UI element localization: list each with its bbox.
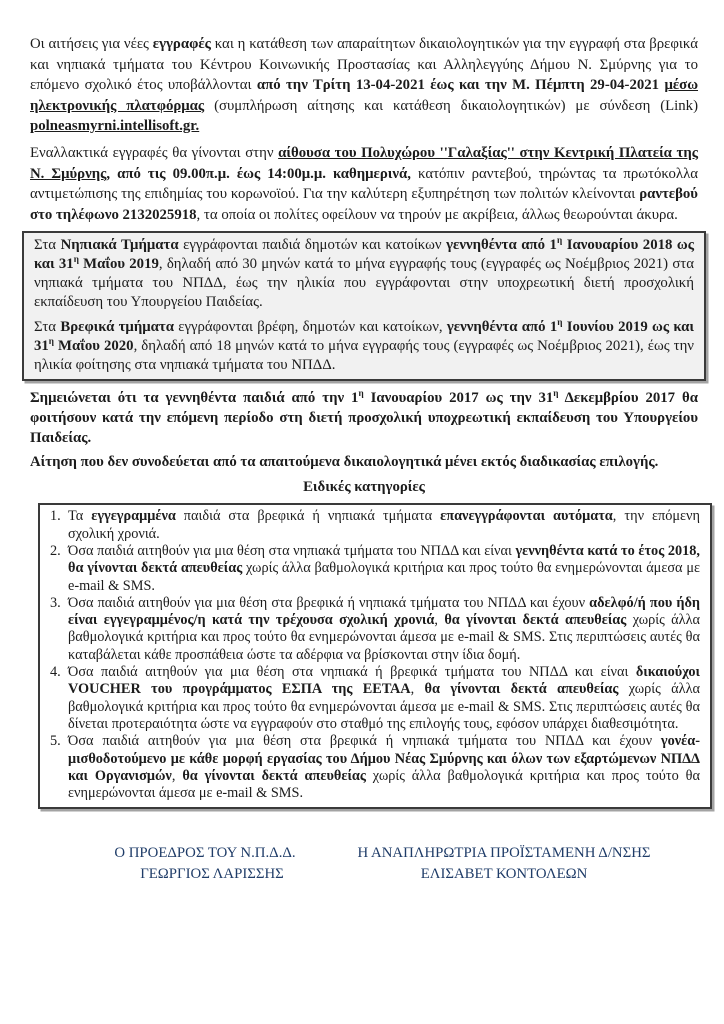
- text-run: Στα: [34, 319, 61, 336]
- text-run: Ιανουαρίου 2017 ως την 31: [363, 390, 554, 407]
- text-run: Όσα παιδιά αιτηθούν για μια θέση στα νηπιακά τμήματα του ΝΠΔΔ και είναι: [68, 542, 516, 559]
- text-run: θα γίνονται δεκτά απευθείας: [424, 681, 619, 698]
- text-run: χωρίς άλλα βαθμολογικά κριτήρια και προς τούτο θα ενημερώνονται άμεσα με e-mail & SMS. Στις περιπτώσεις αυτές θα καταβάλεται κάθε προσπάθεια ώστε τα αδέρφια να βρίσκονται στην ίδια δομή.: [68, 612, 701, 663]
- text-run: ,: [410, 681, 425, 698]
- list-item: [46, 508, 700, 543]
- paragraph-vrefika-tmimata: [34, 318, 694, 375]
- text-run: Δεκεμβρίου 2017 θα φοιτήσουν κατά την επόμενη περίοδο στη διετή προσχολική υποχρεωτική εκπαίδευση του Υπουργείου Παιδείας.: [30, 390, 698, 447]
- paragraph-note-incomplete-application: [30, 452, 698, 472]
- text-run: η: [73, 254, 79, 265]
- eligibility-box: [22, 231, 706, 381]
- list-item-number: 5.: [50, 733, 61, 750]
- text-run: ραντεβού στο τηλέφωνο 2132025918: [30, 186, 698, 223]
- text-run: κατόπιν ραντεβού, τηρώντας τα πρωτόκολλα αντιμετώπισης της επιδημίας του κορωνοϊού. Για την καλύτερη εξυπηρέτηση των πολιτών κλείνονται: [30, 165, 698, 203]
- text-run: θα γίνονται δεκτά απευθείας: [444, 612, 627, 629]
- text-run: η: [557, 317, 563, 328]
- text-run: ,: [434, 612, 445, 629]
- text-run: Τα: [68, 508, 92, 525]
- text-run: , δηλαδή από 18 μηνών κατά το μήνα εγγραφής τους (εγγραφές ως Νοέμβριος 2021), έως την ηλικία φοίτησης στα νηπιακά τμήματα του ΝΠΔΔ.: [34, 338, 694, 374]
- text-run: χωρίς άλλα βαθμολογικά κριτήρια και προς τούτο θα ενημερώνονται άμεσα με e-mail & SMS.: [68, 560, 700, 594]
- text-run: η: [358, 388, 364, 399]
- paragraph-alternative-registration: [30, 143, 698, 225]
- text-run: γονέα-μισθοδοτούμενο με κάθε μορφή εργασίας του Δήμου Νέας Σμύρνης και όλων των εξαρτώμενων ΝΠΔΔ και Οργανισμών: [68, 733, 700, 784]
- list-item-number: 4.: [50, 664, 61, 681]
- text-run: δικαιούχοι VOUCHER του προγράμματος ΕΣΠΑ της ΕΕΤΑΑ: [68, 664, 700, 698]
- text-run: Βρεφικά τμήματα: [60, 319, 174, 336]
- text-run: , τα οποία οι πολίτες οφείλουν να τηρούν με ακρίβεια, άλλως θεωρούνται άκυρα.: [196, 206, 678, 223]
- list-item: [46, 595, 700, 664]
- text-run: , δηλαδή από 30 μηνών κατά το μήνα εγγραφής τους (εγγραφές ως Νοέμβριος 2021) στα νηπιακά τμήματα του ΝΠΔΔ, έως την ηλικία που εγγράφονται στην υποχρεωτική διετή προσχολική εκπαίδευση του Υπουργείου Παιδείας.: [34, 256, 695, 311]
- text-run: γεννηθέντα από 1: [446, 319, 558, 336]
- text-run: αίθουσα του Πολυχώρου ''Γαλαξίας'' στην Κεντρική Πλατεία της Ν. Σμύρνης,: [30, 144, 698, 182]
- list-item-text: [68, 733, 700, 802]
- list-item-text: [68, 508, 700, 543]
- list-item-number: 3.: [50, 594, 61, 611]
- text-run: μέσω ηλεκτρονικής πλατφόρμας: [30, 77, 699, 114]
- text-run: , την επόμενη σχολική χρονιά.: [68, 508, 700, 542]
- paragraph-nipiaka-tmimata: [34, 236, 694, 312]
- list-item-text: [68, 664, 700, 733]
- text-run: Μαΐου 2020: [54, 338, 134, 355]
- text-run: από τις 09.00π.μ. έως 14:00μ.μ. καθημερινά,: [110, 165, 411, 182]
- list-item-number: 2.: [50, 542, 61, 559]
- text-run: η: [48, 336, 54, 347]
- text-run: (συμπλήρωση αίτησης και κατάθεση δικαιολογητικών) με σύνδεση (Link): [204, 97, 699, 114]
- text-run: γεννηθέντα από 1: [446, 237, 557, 254]
- text-run: χωρίς άλλα βαθμολογικά κριτήρια και προς τούτο θα ενημερώνονται άμεσα με e-mail & SMS.: [68, 767, 700, 802]
- text-run: εγγράφονται παιδιά δημοτών και κατοίκων: [178, 237, 447, 254]
- special-categories-heading: Ειδικές κατηγορίες: [303, 479, 425, 496]
- text-run: εγγραφές: [152, 36, 211, 52]
- paragraph-note-2017-children: [30, 388, 698, 448]
- text-run: γεννηθέντα κατά το έτος 2018, θα γίνονται δεκτά απευθείας: [68, 542, 701, 577]
- text-run: εγγράφονται βρέφη, δημοτών και κατοίκων,: [173, 319, 447, 336]
- text-run: Στα: [34, 237, 61, 254]
- text-run: Μαΐου 2019: [78, 256, 159, 273]
- list-item: [46, 664, 700, 733]
- text-run: Ιανουαρίου 2018 ως και 31: [34, 237, 694, 273]
- list-item: [46, 543, 700, 595]
- signature-president: [90, 843, 320, 885]
- text-run: Όσα παιδιά αιτηθούν για μια θέση στα νηπιακά ή βρεφικά τμήματα του ΝΠΔΔ και είναι: [68, 664, 636, 681]
- text-run: θα γίνονται δεκτά απευθείας: [182, 767, 366, 784]
- paragraph-intro-registration: [30, 34, 698, 137]
- text-run: από την Τρίτη 13-04-2021 έως και την Μ. Πέμπτη 29-04-2021: [256, 77, 665, 94]
- text-run: αδελφό/ή που ήδη είναι εγγεγραμμένος/η κατά την τρέχουσα σχολική χρονιά: [68, 594, 700, 629]
- text-run: Όσα παιδιά αιτηθούν για μια θέση στα βρεφικά ή νηπιακά τμήματα του ΝΠΔΔ και έχουν: [68, 733, 661, 750]
- signature-deputy-head: [334, 843, 674, 885]
- text-run: Νηπιακά Τμήματα: [60, 237, 179, 254]
- text-run: εγγεγραμμένα: [91, 508, 176, 525]
- signature-president-name: ΓΕΩΡΓΙΟΣ ΛΑΡΙΣΣΗΣ: [140, 866, 284, 883]
- list-item: [46, 733, 700, 802]
- text-run: Ιουνίου 2019 ως και 31: [34, 319, 695, 355]
- list-item-number: 1.: [50, 508, 61, 525]
- special-categories-box: [38, 503, 712, 809]
- list-item-text: [68, 543, 700, 595]
- signatures-row: [30, 843, 698, 885]
- text-run: και η κατάθεση των απαραίτητων δικαιολογητικών για την εγγραφή στα βρεφικά και νηπιακά τμήματα του Κέντρου Κοινωνικής Προστασίας και Αλληλεγγύης Δήμου Ν. Σμύρνης για το επόμενο σχολικό έτος υποβάλλονται: [30, 36, 698, 94]
- intellisoft-link[interactable]: polneasmyrni.intellisoft.gr.: [30, 118, 200, 135]
- text-run: Οι αιτήσεις για νέες: [30, 36, 153, 52]
- text-run: παιδιά στα βρεφικά ή νηπιακά τμήματα: [175, 508, 441, 525]
- text-run: χωρίς άλλα βαθμολογικά κριτήρια και προς τούτο θα ενημερώνονται άμεσα με e-mail & SMS. Στις περιπτώσεις αυτές θα δίνεται προτεραιότητα ώστε να εγγραφούν στο σταθμό της επιλογής τους, εφόσον υπάρχει διαθεσιμότητα.: [68, 681, 700, 732]
- signature-deputy-head-title: Η ΑΝΑΠΛΗΡΩΤΡΙΑ ΠΡΟΪΣΤΑΜΕΝΗ Δ/ΝΣΗΣ: [357, 845, 651, 862]
- text-run: η: [556, 235, 563, 246]
- text-run: Όσα παιδιά αιτηθούν για μια θέση στα βρεφικά ή νηπιακά τμήματα του ΝΠΔΔ και έχουν: [68, 594, 590, 611]
- text-run: Αίτηση που δεν συνοδεύεται από τα απαιτούμενα δικαιολογητικά μένει εκτός διαδικασίας επιλογής.: [30, 454, 659, 471]
- text-run: ,: [171, 767, 183, 784]
- signature-deputy-head-name: ΕΛΙΣΑΒΕΤ ΚΟΝΤΟΛΕΩΝ: [420, 866, 588, 883]
- text-run: Σημειώνεται ότι τα γεννηθέντα παιδιά από την 1: [30, 390, 359, 407]
- signature-president-title: Ο ΠΡΟΕΔΡΟΣ ΤΟΥ Ν.Π.Δ.Δ.: [114, 845, 296, 862]
- text-run: Εναλλακτικά εγγραφές θα γίνονται στην: [30, 144, 279, 161]
- text-run: η: [553, 388, 559, 399]
- text-run: επανεγγράφονται αυτόματα: [440, 508, 613, 525]
- list-item-text: [68, 595, 700, 664]
